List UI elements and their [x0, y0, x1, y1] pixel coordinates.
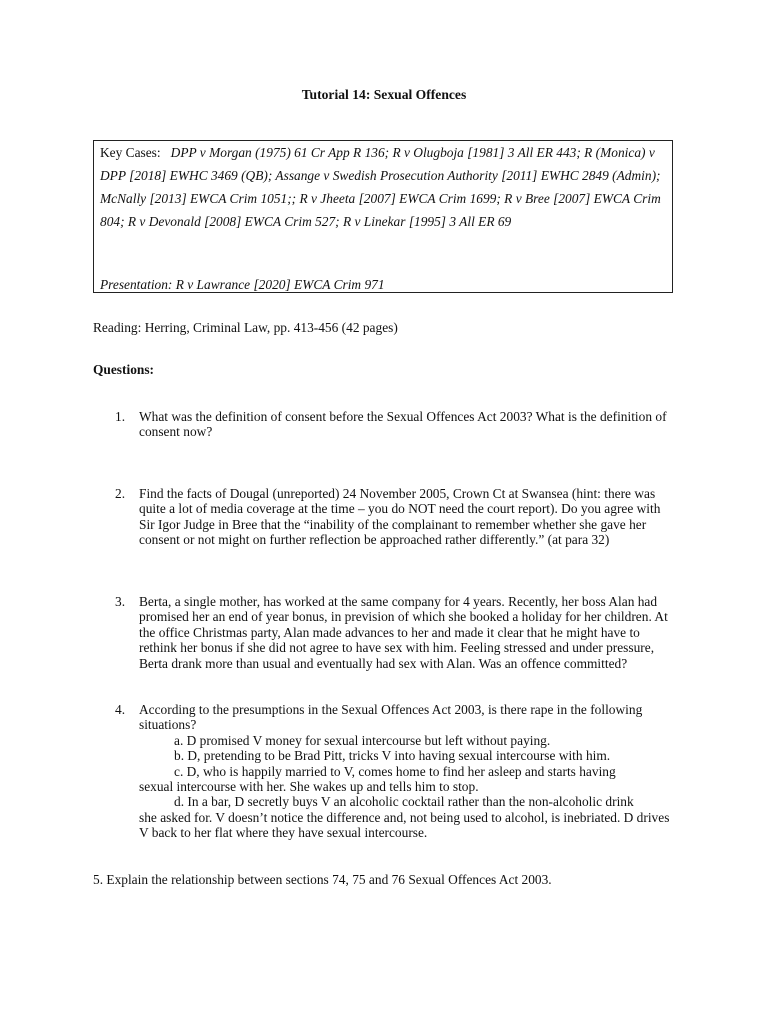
- key-cases-label: Key Cases:: [100, 145, 161, 160]
- question-5: 5. Explain the relationship between sections 74, 75 and 76 Sexual Offences Act 2003.: [93, 872, 552, 887]
- question-4: [115, 702, 675, 841]
- key-cases-list: DPP v Morgan (1975) 61 Cr App R 136; R v Olugboja [1981] 3 All ER 443; R (Monica) v DPP [2018] EWHC 3469 (QB); Assange v Swedish Prosecution Authority [2011] EWHC 2849 (Admin); McNally [2013] EWCA Crim 1051;; R v Jheeta [2007] EWCA Crim 1699; R v Bree [2007] EWCA Crim 804; R v Devonald [2008] EWCA Crim 527; R v Linekar [1995] 3 All ER 69: [100, 145, 661, 229]
- question-2: [115, 486, 675, 548]
- question-3: [115, 594, 675, 671]
- scenario-a: a. D promised V money for sexual intercourse but left without paying.: [174, 732, 551, 748]
- page-title: Tutorial 14: Sexual Offences: [301, 87, 467, 102]
- question-number: 2.: [115, 486, 126, 501]
- reading-line: Reading: Herring, Criminal Law, pp. 413-456 (42 pages): [93, 320, 398, 335]
- question-text: What was the definition of consent before the Sexual Offences Act 2003? What is the definition of consent now?: [139, 409, 667, 440]
- scenario-c-continued: sexual intercourse with her. She wakes up and tells him to stop.: [139, 779, 479, 795]
- scenario-c: c. D, who is happily married to V, comes home to find her asleep and starts having: [174, 763, 616, 779]
- question-number: 4.: [115, 702, 126, 717]
- question-text: According to the presumptions in the Sexual Offences Act 2003, is there rape in the following situations?: [139, 702, 643, 733]
- scenario-b: b. D, pretending to be Brad Pitt, tricks V into having sexual intercourse with him.: [174, 748, 611, 764]
- presentation-line: Presentation: R v Lawrance [2020] EWCA Crim 971: [100, 277, 385, 292]
- question-number: 1.: [115, 409, 126, 424]
- question-text: Berta, a single mother, has worked at the same company for 4 years. Recently, her boss Alan had promised her an end of year bonus, in prevision of which she booked a holiday for her children. At the office Christmas party, Alan made advances to her and made it clear that he might have to rethink her bonus if she did not agree to have sex with him. Feeling stressed and under pressure, Berta drank more than usual and eventually had sex with Alan. Was an offence committed?: [139, 594, 668, 671]
- scenario-d-continued: she asked for. V doesn’t notice the difference and, not being used to alcohol, is inebriated. D drives V back to her flat where they have sexual intercourse.: [139, 809, 670, 841]
- questions-heading: Questions:: [93, 362, 155, 377]
- question-number: 3.: [115, 594, 126, 609]
- key-cases-box: [93, 140, 673, 293]
- question-text: Find the facts of Dougal (unreported) 24 November 2005, Crown Ct at Swansea (hint: there was quite a lot of media coverage at the time – you do NOT need the court report). Do you agree with Sir Igor Judge in Bree that the “inability of the complainant to remember whether she gave her consent or not might on further reflection be approached rather differently.” (at para 32): [139, 486, 661, 548]
- question-1: [115, 409, 675, 440]
- scenario-d: d. In a bar, D secretly buys V an alcoholic cocktail rather than the non-alcoholic drink: [174, 794, 634, 810]
